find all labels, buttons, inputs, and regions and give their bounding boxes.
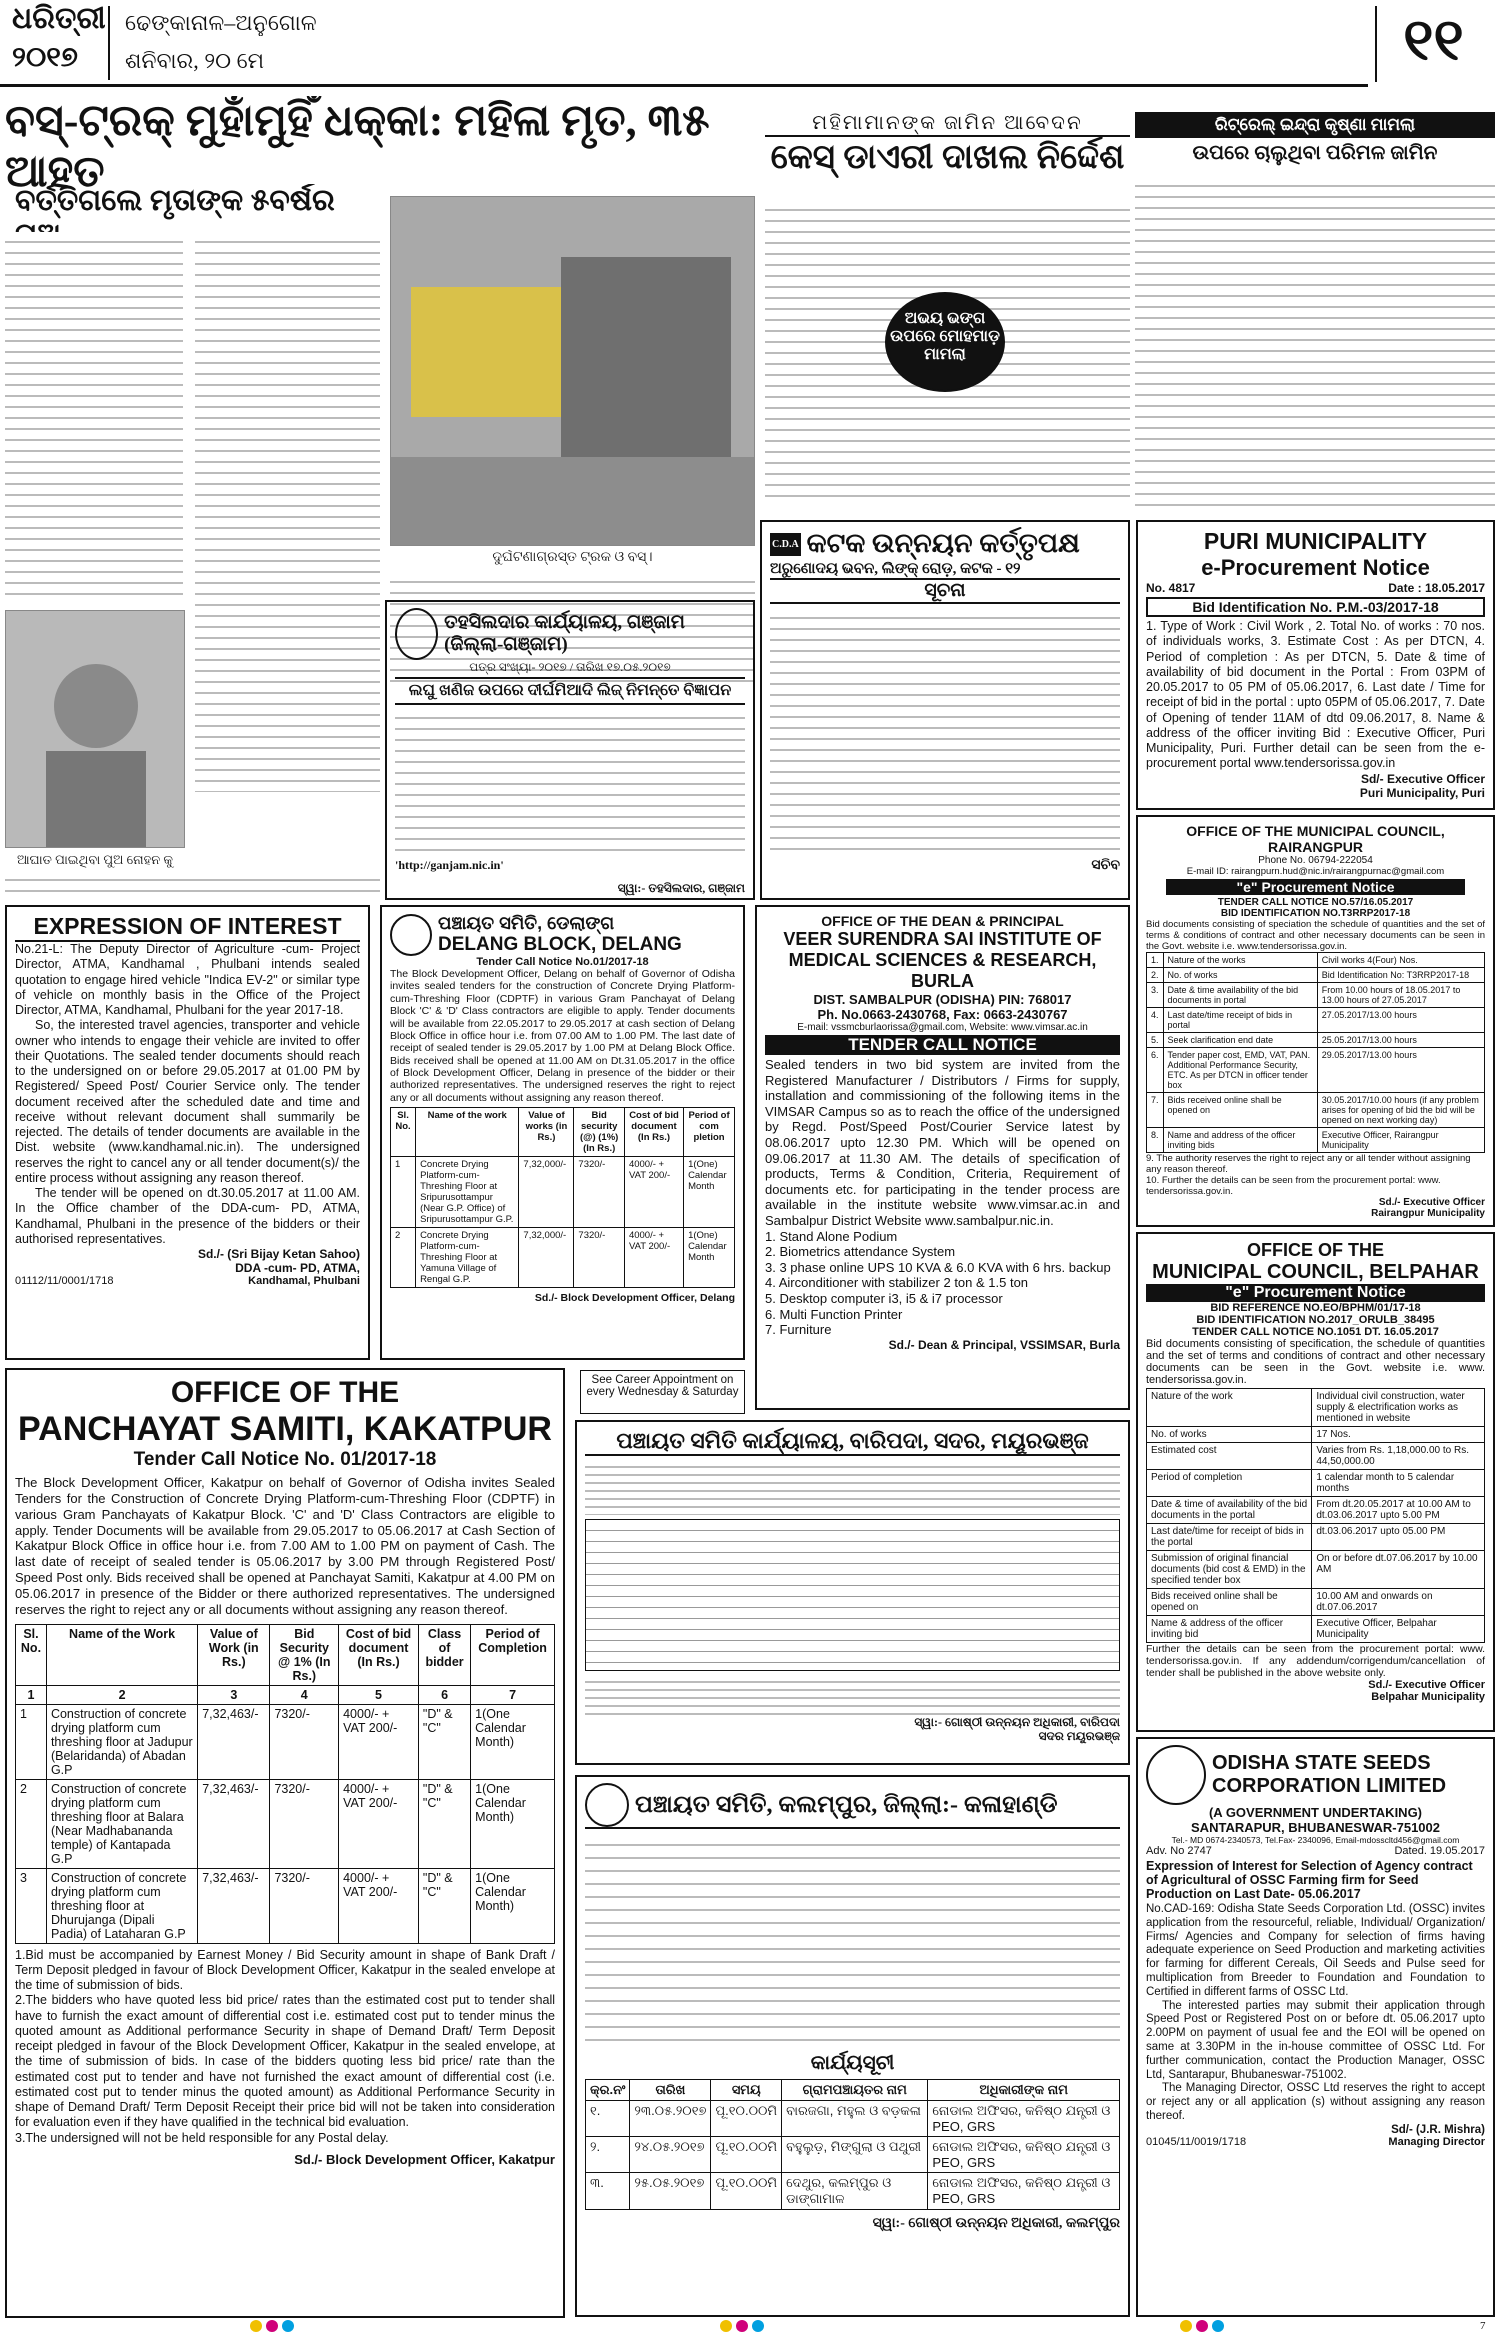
ossc-address: SANTARAPUR, BHUBANESWAR-751002 bbox=[1191, 1820, 1440, 1835]
bus-truck-image bbox=[391, 197, 755, 546]
table-cell: Nature of the work bbox=[1147, 1389, 1312, 1427]
table-row bbox=[1147, 953, 1485, 968]
ossc-sub: (A GOVERNMENT UNDERTAKING) bbox=[1208, 1805, 1423, 1820]
table-cell: Construction of concrete drying platform cum threshing floor at Dhurujanga (Dipali Padia) of Lataharan G.P bbox=[46, 1868, 197, 1943]
vss-header: OFFICE OF THE DEAN & PRINCIPAL bbox=[821, 913, 1064, 929]
column-header: Value of works (in Rs.) bbox=[519, 1108, 574, 1157]
delang-table bbox=[390, 1107, 735, 1288]
table-row bbox=[586, 2173, 1120, 2210]
table-cell: ବହୁଲୁଡ଼, ମିଙ୍ଗୁଲା ଓ ପଥୁରୀ bbox=[782, 2137, 928, 2173]
table-row bbox=[1147, 1443, 1485, 1470]
eoi-sig1: Sd./- (Sri Bijay Ketan Sahoo) bbox=[197, 1247, 360, 1261]
kalampur-sig: ସ୍ୱା:- ଗୋଷ୍ଠୀ ଉନ୍ନୟନ ଅଧିକାରୀ, କଲମ୍ପୁର bbox=[872, 2216, 1120, 2231]
table-cell: 1. bbox=[1147, 953, 1164, 968]
registration-mark bbox=[752, 2320, 764, 2332]
table-cell: Concrete Drying Platform-cum-Threshing Floor at Yamuna Village of Rengal G.P. bbox=[416, 1228, 519, 1288]
table-cell: 1(One Calendar Month) bbox=[471, 1779, 555, 1868]
belpahar-bid-id: BID IDENTIFICATION NO.2017_ORULB_38495 bbox=[1196, 1314, 1435, 1326]
rairangpur-title: "e" Procurement Notice bbox=[1166, 879, 1465, 895]
column-header: ସମୟ bbox=[711, 2080, 782, 2101]
table-cell: dt.03.06.2017 upto 05.00 PM bbox=[1312, 1524, 1485, 1551]
table-row bbox=[1147, 1470, 1485, 1497]
note-item: 3.The undersigned will not be held responsible for any Postal delay. bbox=[15, 2130, 389, 2145]
table-cell: ପୂ.୧୦.୦୦ମି bbox=[711, 2173, 782, 2210]
tahasildar-office: ତହସିଲଦାର କାର୍ଯ୍ୟାଳୟ, ଗଞ୍ଜାମ (ଜିଲ୍ଲା-ଗଞ୍ଜାମ) bbox=[444, 612, 685, 655]
kakatpur-tender-no: Tender Call Notice No. 01/2017-18 bbox=[133, 1449, 437, 1470]
table-cell: 4000/- + VAT 200/- bbox=[339, 1704, 419, 1779]
eoi-atma-notice bbox=[5, 905, 370, 1360]
puri-bid-id: Bid Identification No. P.M.-03/2017-18 bbox=[1146, 597, 1485, 617]
table-row bbox=[1147, 968, 1485, 983]
tahasildar-title: ଲଘୁ ଖଣିଜ ଉପରେ ଦୀର୍ଘମିଆଦି ଲିଜ୍ ନିମନ୍ତେ ବିଜ୍ଞାପନ bbox=[408, 682, 732, 700]
child-image bbox=[6, 611, 185, 848]
table-cell: Period of completion bbox=[1147, 1470, 1312, 1497]
column-header: Cost of bid document (In Rs.) bbox=[624, 1108, 683, 1157]
belpahar-sig2: Belpahar Municipality bbox=[1371, 1691, 1485, 1703]
tahasildar-ref: ପତ୍ର ସଂଖ୍ୟା- ୨୦୧୭ / ତାରିଖ ୧୭.୦୫.୨୦୧୭ bbox=[469, 660, 671, 674]
tahasildar-signatory: ସ୍ୱା:- ତହସିଲଦାର, ଗଞ୍ଜାମ bbox=[617, 880, 745, 895]
lead-body-bottom bbox=[5, 870, 380, 898]
ossc-sig1: Sd/- (J.R. Mishra) bbox=[1391, 2123, 1485, 2136]
table-cell: 7. bbox=[1147, 1093, 1164, 1128]
table-cell: 3 bbox=[16, 1868, 47, 1943]
eoi-sig2: DDA -cum- PD, ATMA, bbox=[235, 1261, 360, 1275]
kalampur-table bbox=[585, 2079, 1120, 2210]
vss-title: TENDER CALL NOTICE bbox=[765, 1035, 1120, 1055]
table-cell: Bids received online shall be opened on bbox=[1147, 1589, 1312, 1616]
vss-name2: MEDICAL SCIENCES & RESEARCH, BURLA bbox=[788, 950, 1097, 991]
column-header: 4 bbox=[270, 1685, 339, 1704]
ossc-heading: Expression of Interest for Selection of Agency contract of Agricultural of OSSC Farming firm for Seed Production on Last Date- 05.06.2017 bbox=[1146, 1859, 1473, 1901]
list-item: 5. Desktop computer i3, i5 & i7 processor bbox=[765, 1290, 1003, 1306]
table-row bbox=[1147, 1497, 1485, 1524]
list-item: 2. Biometrics attendance System bbox=[765, 1244, 956, 1260]
list-item: 4. Airconditioner with stabilizer 2 ton & 1.5 ton bbox=[765, 1275, 1029, 1291]
accident-photo bbox=[390, 196, 755, 546]
ossc-body2: The interested parties may submit their application through Speed Post or Registered Post on or before dt. 05.06.2017 upto 2.00PM on payment of usual fee and the EOI will be opened on same at 3.30PM in the in-house committee of OSSC Ltd. For further communication, contact the Production Manager, OSSC Ltd, Santarapur, Bhubaneswar-751002. bbox=[1146, 1999, 1485, 2081]
puri-date: Date : 18.05.2017 bbox=[1388, 581, 1485, 595]
ossc-body1: No.CAD-169: Odisha State Seeds Corporation Ltd. (OSSC) invites application from the resourceful, reliable, Individual/ Organization/ Firms/ Agencies and Company for selection of firms having adequate experience on Seed Production and marketing activities for farming for different Cereals, Oil Seeds and Pulse seed for multiplication from Breeder to Foundation and Foundation to Certified in different farms of OSSC Ltd. bbox=[1146, 1903, 1485, 1998]
table-row bbox=[1147, 1389, 1485, 1427]
side-story-headline: ଉପରେ ଚାଲୁଥିବା ପରିମଳ ଜାମିନ bbox=[1192, 142, 1438, 164]
puri-notice bbox=[1136, 520, 1495, 810]
case-diary-headline: କେସ୍ ଡାଏରୀ ଦାଖଲ ନିର୍ଦ୍ଦେଶ bbox=[770, 139, 1125, 176]
table-cell: Last date/time receipt of bids in portal bbox=[1163, 1008, 1317, 1033]
table-cell: 7320/- bbox=[270, 1779, 339, 1868]
registration-mark bbox=[1180, 2320, 1192, 2332]
mayurbhanj-sig2: ସଦର ମୟୂରଭଞ୍ଜ bbox=[1038, 1729, 1120, 1744]
kakatpur-table bbox=[15, 1624, 555, 1944]
odisha-emblem-icon bbox=[395, 608, 438, 660]
table-row bbox=[586, 2101, 1120, 2137]
lead-body-col1 bbox=[5, 232, 183, 602]
kakatpur-org1: OFFICE OF THE bbox=[170, 1376, 400, 1409]
column-header: 2 bbox=[46, 1685, 197, 1704]
accident-caption: ଦୁର୍ଘଟଣାଗ୍ରସ୍ତ ଟ୍ରକ ଓ ବସ୍। bbox=[492, 550, 653, 565]
table-cell: 7,32,463/- bbox=[198, 1779, 270, 1868]
table-cell: Bids received online shall be opened on bbox=[1163, 1093, 1317, 1128]
note-item: 1.Bid must be accompanied by Earnest Money / Bid Security amount in shape of Bank Draft / Term Deposit pledged in favour of Block Development Officer, Kakatpur in the sealed envelope at the time of submission of bids. bbox=[15, 1947, 555, 1993]
table-cell: 1 calendar month to 5 calendar months bbox=[1312, 1470, 1485, 1497]
mayurbhanj-notice bbox=[575, 1420, 1130, 1765]
table-row bbox=[1147, 1008, 1485, 1033]
footer-mark: 7 bbox=[1480, 2320, 1486, 2332]
puri-no: No. 4817 bbox=[1146, 581, 1196, 595]
puri-sig2: Puri Municipality, Puri bbox=[1359, 785, 1485, 800]
table-cell: "D" & "C" bbox=[418, 1704, 470, 1779]
table-cell: 7,32,000/- bbox=[519, 1157, 574, 1228]
column-header: ଅଧିକାରୀଙ୍କ ନାମ bbox=[928, 2080, 1120, 2101]
kalampur-notice bbox=[575, 1775, 1130, 2317]
table-cell: Seek clarification end date bbox=[1163, 1033, 1317, 1048]
cda-address: ଅରୁଣୋଦୟ ଭବନ, ଲିଙ୍କ୍ ରୋଡ଼, କଟକ - ୧୨ bbox=[770, 561, 1021, 577]
eoi-body2: So, the interested travel agencies, transporter and vehicle owner who intends to engage their vehicle are invited to offer their Quotations. The sealed tender documents should reach to the undersigned on or before 29.05.2017 at 01.00 PM by Registered/ Speed Post/ Courier Service only. The tender document received after the scheduled date and time and receive without relevant document shall summarily be rejected. The details of tender documents are available in the Dist. website (www.kandhamal.nic.in). The undersigned reserves the right to cancel any or all tender document(s)/ the entire process without assigning any reason thereof. bbox=[15, 1018, 360, 1185]
kakatpur-org2: PANCHAYAT SAMITI, KAKATPUR bbox=[18, 1410, 552, 1448]
table-cell: Estimated cost bbox=[1147, 1443, 1312, 1470]
registration-mark bbox=[1212, 2320, 1224, 2332]
table-cell: Construction of concrete drying platform cum threshing floor at Balara (Near Madhabananda temple) of Kantapada G.P bbox=[46, 1779, 197, 1868]
table-cell: ଦେଥୁର, କଲମ୍ପୁର ଓ ଡାଙ୍ଗାମାଳ bbox=[782, 2173, 928, 2210]
table-cell: 2. bbox=[1147, 968, 1164, 983]
table-cell: Submission of original financial documents (bid cost & EMD) in the specified tender box bbox=[1147, 1551, 1312, 1589]
table-cell: 7,32,463/- bbox=[198, 1704, 270, 1779]
table-cell: 1(One Calendar Month) bbox=[471, 1868, 555, 1943]
vss-phone: Ph. No.0663-2430768, Fax: 0663-2430767 bbox=[817, 1007, 1068, 1022]
table-cell: 27.05.2017/13.00 hours bbox=[1317, 1008, 1484, 1033]
rairangpur-bid-id: BID IDENTIFICATION NO.T3RRP2017-18 bbox=[1220, 908, 1411, 919]
belpahar-bid-ref: BID REFERENCE NO.EO/BPHM/01/17-18 bbox=[1210, 1302, 1421, 1314]
table-cell: Name & address of the officer inviting bid bbox=[1147, 1616, 1312, 1643]
list-item: 7. Furniture bbox=[765, 1322, 832, 1338]
table-cell: 17 Nos. bbox=[1312, 1427, 1485, 1443]
kakatpur-body: The Block Development Officer, Kakatpur on behalf of Governor of Odisha invites Sealed Tenders for the Construction of Concrete Drying Platform-cum-Threshing Floor (CDPTF) in various Gram Panchayats of Kakatpur Block. 'C' and 'D' Class Contractors are eligible to apply. Tender Documents will be available from 29.05.2017 to 05.06.2017 at Cash Section of Kakatpur Block Office in office hour i.e. from 7.00 AM to 1.00 PM on payment of Cash. The last date of receipt of sealed tender is 05.06.2017 by 3.00 PM through Registered Post/ Speed Post only. Bids received shall be opened at Panchayat Samiti, Kakatpur at 4.00 PM on 05.06.2017 in presence of the Bidder or there authorized representatives. The undersigned reserves the right to reject any or all documents without assigning any reason thereof. bbox=[15, 1475, 555, 1617]
table-cell: ନୋଡାଲ ଅଫିସର, କନିଷ୍ଠ ଯନ୍ତ୍ରୀ ଓ PEO, GRS bbox=[928, 2137, 1120, 2173]
belpahar-org1: OFFICE OF THE bbox=[1247, 1240, 1384, 1260]
table-row bbox=[1147, 1128, 1485, 1153]
table-cell: 29.05.2017/13.00 hours bbox=[1317, 1048, 1484, 1093]
puri-sig1: Sd/- Executive Officer bbox=[1360, 771, 1485, 786]
table-cell: Concrete Drying Platform-cum-Threshing Floor at Sripurusottampur (Near G.P. Office) of Sripurusottampur G.P. bbox=[416, 1157, 519, 1228]
rairangpur-sig2: Rairangpur Municipality bbox=[1371, 1208, 1485, 1219]
table-cell: 7320/- bbox=[270, 1868, 339, 1943]
table-cell: 3. bbox=[1147, 983, 1164, 1008]
rairangpur-org: OFFICE OF THE MUNICIPAL COUNCIL, RAIRANGPUR bbox=[1186, 823, 1445, 855]
odisha-emblem-icon bbox=[585, 1783, 629, 1827]
puri-body: 1. Type of Work : Civil Work , 2. Total No. of works : 70 nos. of individuals works, 3. Estimate Cost : As per DTCN, 4. Period of completion : As per DTCN, 5. Date & time of availability of bid document in the Portal : From 03PM of 20.05.2017 to 05 PM of 05.06.2017, 6. Last date / Time for receipt of bid in the portal : upto 05PM of 05.06.2017, 7. Date of Opening of tender 11AM of dtd 09.06.2017, 8. Name & address of the officer inviting Bid : Executive Officer, Puri Municipality, Puri. Further detail can be seen from the e-procurement portal www.tendersorissa.gov.in bbox=[1146, 619, 1485, 771]
cda-logo: C.D.A bbox=[770, 533, 801, 556]
vss-sig: Sd./- Dean & Principal, VSSIMSAR, Burla bbox=[888, 1337, 1120, 1352]
list-item: 6. Multi Function Printer bbox=[765, 1306, 903, 1322]
table-cell: 5. bbox=[1147, 1033, 1164, 1048]
table-cell: ୩. bbox=[586, 2173, 630, 2210]
masthead bbox=[0, 0, 1500, 95]
table-cell: No. of works bbox=[1147, 1427, 1312, 1443]
registration-mark bbox=[250, 2320, 262, 2332]
table-cell: 2 bbox=[391, 1228, 416, 1288]
column-header: Name of the Work bbox=[46, 1624, 197, 1685]
case-diary-oval: ଅଭୟ ଭଙ୍ଗ ଉପରେ ମୋହମାଡ଼ ମାମଲା bbox=[885, 292, 1005, 392]
table-row bbox=[1147, 1033, 1485, 1048]
rairangpur-note9: 9. The authority reserves the right to reject any or all tender without assigning any reason thereof. bbox=[1146, 1153, 1471, 1175]
belpahar-notice bbox=[1136, 1232, 1495, 1732]
kakatpur-sig: Sd./- Block Development Officer, Kakatpur bbox=[294, 2151, 555, 2167]
table-row bbox=[16, 1779, 555, 1868]
table-cell: ନୋଡାଲ ଅଫିସର, କନିଷ୍ଠ ଯନ୍ତ୍ରୀ ଓ PEO, GRS bbox=[928, 2173, 1120, 2210]
list-item: 3. 3 phase online UPS 10 KVA & 6.0 KVA with 6 hrs. backup bbox=[765, 1259, 1111, 1275]
table-cell: From 10.00 hours of 18.05.2017 to 13.00 hours of 27.05.2017 bbox=[1317, 983, 1484, 1008]
rairangpur-table bbox=[1146, 952, 1485, 1153]
ossc-sig2: Managing Director bbox=[1388, 2135, 1485, 2148]
case-diary-story bbox=[765, 112, 1130, 512]
puri-org: PURI MUNICIPALITY bbox=[1203, 528, 1428, 554]
registration-mark bbox=[720, 2320, 732, 2332]
belpahar-intro: Bid documents consisting of specification, the schedule of quantities and the set of terms and conditions of contract and other necessary documents can be seen in the Govt. website i.e. www. tendersorissa.gov.in. bbox=[1146, 1338, 1485, 1386]
table-cell: Individual civil construction, water supply & electrification works as mentioned in website bbox=[1312, 1389, 1485, 1427]
mayurbhanj-sig1: ସ୍ୱା:- ଗୋଷ୍ଠୀ ଉନ୍ନୟନ ଅଧିକାରୀ, ବାରିପଦା bbox=[914, 1715, 1120, 1729]
table-cell: Date & time of availability of the bid documents in the portal bbox=[1147, 1497, 1312, 1524]
ossc-date: Dated. 19.05.2017 bbox=[1394, 1845, 1485, 1857]
table-cell: 1(One) Calendar Month bbox=[684, 1157, 735, 1228]
column-header: କ୍ର.ନଂ bbox=[586, 2080, 630, 2101]
delang-title: DELANG BLOCK, DELANG bbox=[438, 934, 682, 955]
eoi-body1: No.21-L: The Deputy Director of Agriculture -cum- Project Director, ATMA, Kandhamal , Phulbani intends sealed quotation to engage hired vehicle "Indica EV-2" or similar type of vehicle on monthly basis in the Office of the Project Director, ATMA, Kandhamal, Phulbani for the year 2017-18. bbox=[15, 942, 360, 1017]
table-cell: 1 bbox=[16, 1704, 47, 1779]
registration-mark bbox=[736, 2320, 748, 2332]
rairangpur-intro: Bid documents consisting of speciation the schedule of quantities and the set of terms & conditions of contract and other necessary documents can be seen in the Govt. website i.e. www.tendersorissa.gov.in. bbox=[1146, 919, 1485, 952]
table-cell: ନୋଡାଲ ଅଫିସର, କନିଷ୍ଠ ଯନ୍ତ୍ରୀ ଓ PEO, GRS bbox=[928, 2101, 1120, 2137]
table-cell: 6. bbox=[1147, 1048, 1164, 1093]
child-photo bbox=[5, 610, 185, 848]
list-item: 1. Stand Alone Podium bbox=[765, 1228, 898, 1244]
table-row bbox=[1147, 1616, 1485, 1643]
table-cell: 7320/- bbox=[270, 1704, 339, 1779]
delang-body: The Block Development Officer, Delang on behalf of Governor of Odisha invites sealed tenders for the construction of Concrete Drying Platform-cum-Threshing Floor (CDPTF) in various Gram Panchayat of Delang Block 'C' & 'D' Class contractors are eligible to apply. Tender documents will be available from 22.05.2017 to 29.05.2017 at cash section of Delang Block Office in office hour i.e. from 07.00 AM to 1.00 PM. The last date of receipt of sealed tender is 29.05.2017 by 1.00 PM at Delang Block Office. Bids received shall be opened at 11.00 AM on Dt.31.05.2017 in the office of Block Development Officer, Delang in presence of the bidder or their authorized representatives. The undersigned reserves the right to reject any or all documents without assigning any reason thereof. bbox=[390, 968, 735, 1104]
edition: ଢେଙ୍କାନାଳ–ଅନୁଗୋଳ bbox=[125, 10, 317, 35]
note-item: 2.The bidders who have quoted less bid price/ rates than the estimated cost put to tender shall have to furnish the exact amount of differential cost i.e. estimated cost put to tender minus the quoted amount as Additional performance Security in shape of Demand Draft/ Term Deposit receipt pledged in favour of the Block Development Officer, Kakatpur in the sealed envelope, at the time of submission of bids. In case of the bidders quoting less bid price/ rate than the estimated cost put to tender and have not furnished the exact amount of differential cost (i.e. estimated cost put to tender minus the quoted amount) as Additional Performance Security in shape of Demand Draft/ Term Deposit Receipt their price bid will not be taken into consideration for evaluation even if they have qualified in the technical bid evaluation. bbox=[15, 1993, 555, 2130]
table-cell: Name and address of the officer inviting bids bbox=[1163, 1128, 1317, 1153]
table-row bbox=[1147, 1524, 1485, 1551]
table-row bbox=[1147, 1589, 1485, 1616]
column-header: Bid Security @ 1% (In Rs.) bbox=[270, 1624, 339, 1685]
ossc-logo-icon bbox=[1146, 1745, 1206, 1805]
table-row bbox=[1147, 983, 1485, 1008]
table-cell: 30.05.2017/10.00 hours (if any problem arises for opening of bid the bid will be opened on next working day) bbox=[1317, 1093, 1484, 1128]
rairangpur-email: E-mail ID: rairangpurn.hud@nic.in/rairangpurnac@gmail.com bbox=[1186, 866, 1445, 877]
table-cell: 4000/- + VAT 200/- bbox=[339, 1779, 419, 1868]
table-row bbox=[16, 1868, 555, 1943]
tahasildar-ganjam-notice bbox=[385, 600, 755, 900]
rairangpur-tender-no: TENDER CALL NOTICE NO.57/16.05.2017 bbox=[1217, 897, 1414, 908]
ossc-body3: The Managing Director, OSSC Ltd reserves the right to accept or reject any or all application (s) without assigning any reason thereof. bbox=[1146, 2082, 1485, 2122]
table-cell: From dt.20.05.2017 at 10.00 AM to dt.03.06.2017 upto 5.00 PM bbox=[1312, 1497, 1485, 1524]
lead-headline: ବସ୍-ଟ୍ରକ୍ ମୁହାଁମୁହିଁ ଧକ୍କା: ମହିଳା ମୃତ, ୩୫ ଆହତ bbox=[5, 96, 710, 196]
lead-body-col2 bbox=[195, 232, 380, 792]
table-cell: On or before dt.07.06.2017 by 10.00 AM bbox=[1312, 1551, 1485, 1589]
side-story bbox=[1135, 112, 1495, 512]
table-cell: 7,32,000/- bbox=[519, 1228, 574, 1288]
cda-title: କଟକ ଉନ୍ନୟନ କର୍ତ୍ତୃପକ୍ଷ bbox=[806, 528, 1080, 558]
kalampur-title: ପଞ୍ଚାୟତ ସମିତି, କଲମ୍ପୁର, ଜିଲ୍ଲା:- କଳାହାଣ୍ଡି bbox=[635, 1791, 1058, 1818]
paper-name: ଧରିତ୍ରୀ bbox=[12, 2, 106, 35]
table-row bbox=[1147, 1048, 1485, 1093]
column-header: Sl. No. bbox=[391, 1108, 416, 1157]
table-row bbox=[586, 2137, 1120, 2173]
paper-year: ୨୦୧୭ bbox=[12, 42, 78, 73]
ossc-name2: CORPORATION LIMITED bbox=[1212, 1775, 1447, 1797]
ganjam-link[interactable]: 'http://ganjam.nic.in' bbox=[395, 858, 504, 873]
odisha-emblem-icon bbox=[390, 914, 432, 956]
table-cell: Executive Officer, Rairangpur Municipality bbox=[1317, 1128, 1484, 1153]
cda-notice-label: ସୂଚନା bbox=[770, 578, 1120, 604]
table-row bbox=[1147, 1551, 1485, 1589]
table-cell: ୨୩.୦୫.୨୦୧୭ bbox=[630, 2101, 711, 2137]
mayurbhanj-title: ପଞ୍ଚାୟତ ସମିତି କାର୍ଯ୍ୟାଳୟ, ବାରିପଦା, ସଦର, ମୟୂରଭଞ୍ଜ bbox=[585, 1428, 1120, 1456]
delang-tender-no: Tender Call Notice No.01/2017-18 bbox=[476, 956, 649, 968]
table-cell: 2 bbox=[16, 1779, 47, 1868]
delang-sig: Sd./- Block Development Officer, Delang bbox=[534, 1292, 735, 1305]
table-row bbox=[1147, 1427, 1485, 1443]
table-cell: ପୂ.୧୦.୦୦ମି bbox=[711, 2101, 782, 2137]
child-caption: ଆଘାତ ପାଇଥିବା ପୁଅ ନୋହନ କୁ bbox=[16, 852, 174, 867]
eoi-sig3: Kandhamal, Phulbani bbox=[248, 1275, 360, 1287]
kakatpur-notice bbox=[5, 1368, 565, 2318]
table-cell: 1 bbox=[391, 1157, 416, 1228]
table-cell: "D" & "C" bbox=[418, 1779, 470, 1868]
delang-odia: ପଞ୍ଚାୟତ ସମିତି, ଡେଲାଙ୍ଗ bbox=[438, 913, 615, 933]
kakatpur-notes bbox=[15, 1948, 555, 2146]
eoi-code: 01112/11/0001/1718 bbox=[15, 1275, 114, 1287]
ossc-notice bbox=[1136, 1737, 1495, 2317]
column-header: 6 bbox=[418, 1685, 470, 1704]
career-note: See Career Appointment on every Wednesday & Saturday bbox=[580, 1370, 745, 1414]
column-header: Name of the work bbox=[416, 1108, 519, 1157]
table-cell: ୨୫.୦୫.୨୦୧୭ bbox=[630, 2173, 711, 2210]
table-cell: Bid Identification No: T3RRP2017-18 bbox=[1317, 968, 1484, 983]
rairangpur-sig1: Sd./- Executive Officer bbox=[1378, 1197, 1485, 1208]
cda-signatory: ସଚିବ bbox=[1091, 858, 1120, 873]
column-header: Cost of bid document (In Rs.) bbox=[339, 1624, 419, 1685]
mayurbhanj-table bbox=[585, 1519, 1120, 1671]
table-cell: 4000/- + VAT 200/- bbox=[624, 1228, 683, 1288]
table-cell: 8. bbox=[1147, 1128, 1164, 1153]
column-header: Period of Completion bbox=[471, 1624, 555, 1685]
column-header: 5 bbox=[339, 1685, 419, 1704]
belpahar-sig1: Sd./- Executive Officer bbox=[1368, 1679, 1485, 1691]
column-header: ଗ୍ରାମପଞ୍ଚାୟତର ନାମ bbox=[782, 2080, 928, 2101]
page-number: ୧୧ bbox=[1375, 6, 1490, 82]
rairangpur-notice bbox=[1136, 815, 1495, 1227]
table-cell: "D" & "C" bbox=[418, 1868, 470, 1943]
column-header: Period of com pletion bbox=[684, 1108, 735, 1157]
belpahar-title: "e" Procurement Notice bbox=[1146, 1284, 1485, 1302]
column-header: 3 bbox=[198, 1685, 270, 1704]
registration-mark bbox=[266, 2320, 278, 2332]
column-header: Sl. No. bbox=[16, 1624, 47, 1685]
table-cell: ବାରଜଗା, ମହୁଲ ଓ ବଡ଼କଳା bbox=[782, 2101, 928, 2137]
table-cell: ପୂ.୧୦.୦୦ମି bbox=[711, 2137, 782, 2173]
ossc-name1: ODISHA STATE SEEDS bbox=[1212, 1752, 1431, 1774]
table-cell: 4. bbox=[1147, 1008, 1164, 1033]
vss-email: E-mail: vssmcburlaorissa@gmail.com, Website: www.vimsar.ac.in bbox=[797, 1022, 1088, 1033]
side-story-kicker: ରିଟ୍ରେଲ୍ ଇନ୍ଦ୍ରା କୃଷ୍ଣା ମାମଲା bbox=[1135, 112, 1495, 138]
table-cell: Nature of the works bbox=[1163, 953, 1317, 968]
lead-subhead: ବର୍ତ୍ତିଗଲେ ମୃତାଙ୍କ ୫ବର୍ଷର bbox=[15, 184, 335, 217]
table-cell: 1(One Calendar Month) bbox=[471, 1704, 555, 1779]
table-cell: 4000/- + VAT 200/- bbox=[624, 1157, 683, 1228]
registration-mark bbox=[1196, 2320, 1208, 2332]
table-cell: No. of works bbox=[1163, 968, 1317, 983]
table-cell: 25.05.2017/13.00 hours bbox=[1317, 1033, 1484, 1048]
ossc-adv: Adv. No 2747 bbox=[1146, 1845, 1212, 1857]
table-cell: ୨୪.୦୫.୨୦୧୭ bbox=[630, 2137, 711, 2173]
table-cell: Tender paper cost, EMD, VAT, PAN. Additional Performance Security, ETC. As per DTCN in officer tender box bbox=[1163, 1048, 1317, 1093]
cda-notice bbox=[760, 520, 1130, 900]
registration-mark bbox=[282, 2320, 294, 2332]
rairangpur-note10: 10. Further the details can be seen from the procurement portal: www. tendersorissa.gov.in. bbox=[1146, 1175, 1441, 1197]
vss-body: Sealed tenders in two bid system are invited from the Registered Manufacturer / Distributors / Firms for supply, installation and commissioning of the following items in the VIMSAR Campus so as to reach the office of the undersigned by Regd. Post/Speed Post/Courier Service latest by 08.06.2017 upto 12.30 PM. Which will be opened on 09.06.2017 at 11.30 AM. The details of specification of products, Terms & Condition, Criteria, Requirement of documents etc. for participating in the tender process are available in the institute website www.vimsar.ac.in and Sambalpur District Website www.sambalpur.nic.in. bbox=[765, 1057, 1120, 1228]
rairangpur-phone: Phone No. 06794-222054 bbox=[1258, 855, 1373, 866]
column-header: ତାରିଖ bbox=[630, 2080, 711, 2101]
column-header: 7 bbox=[471, 1685, 555, 1704]
case-diary-kicker: ମହିମାମାନଙ୍କ ଜାମିନ ଆବେଦନ bbox=[765, 112, 1130, 137]
table-cell: 7,32,463/- bbox=[198, 1868, 270, 1943]
vss-item-list bbox=[765, 1229, 1120, 1338]
table-row bbox=[391, 1228, 735, 1288]
table-row bbox=[391, 1157, 735, 1228]
eoi-title: EXPRESSION OF INTEREST bbox=[15, 913, 360, 942]
issue-date: ଶନିବାର, ୨୦ ମେ bbox=[125, 48, 265, 73]
vss-name1: VEER SURENDRA SAI INSTITUTE OF bbox=[783, 929, 1102, 949]
table-cell: Civil works 4(Four) Nos. bbox=[1317, 953, 1484, 968]
table-cell: 10.00 AM and onwards on dt.07.06.2017 bbox=[1312, 1589, 1485, 1616]
table-cell: Executive Officer, Belpahar Municipality bbox=[1312, 1616, 1485, 1643]
column-header: 1 bbox=[16, 1685, 47, 1704]
column-header: Class of bidder bbox=[418, 1624, 470, 1685]
table-cell: Varies from Rs. 1,18,000.00 to Rs. 44,50,000.00 bbox=[1312, 1443, 1485, 1470]
belpahar-tender-no: TENDER CALL NOTICE NO.1051 DT. 16.05.2017 bbox=[1192, 1326, 1439, 1338]
table-cell: Date & time availability of the bid documents in portal bbox=[1163, 983, 1317, 1008]
table-row bbox=[1147, 1093, 1485, 1128]
table-cell: Construction of concrete drying platform cum threshing floor at Jadupur (Belaridanda) of Abadan G.P bbox=[46, 1704, 197, 1779]
table-cell: 7320/- bbox=[574, 1228, 625, 1288]
table-cell: ୨. bbox=[586, 2137, 630, 2173]
belpahar-table bbox=[1146, 1388, 1485, 1643]
belpahar-org2: MUNICIPAL COUNCIL, BELPAHAR bbox=[1152, 1261, 1479, 1283]
puri-title: e-Procurement Notice bbox=[1201, 555, 1430, 580]
print-registration-marks bbox=[0, 2320, 1500, 2335]
vss-dist: DIST. SAMBALPUR (ODISHA) PIN: 768017 bbox=[813, 992, 1072, 1007]
table-cell: 1(One) Calendar Month bbox=[684, 1228, 735, 1288]
table-cell: 7320/- bbox=[574, 1157, 625, 1228]
table-row bbox=[16, 1704, 555, 1779]
kalampur-schedule-title: କାର୍ଯ୍ୟସୂଚୀ bbox=[810, 2052, 895, 2074]
table-cell: ୧. bbox=[586, 2101, 630, 2137]
column-header: Bid security (@) (1%) (In Rs.) bbox=[574, 1108, 625, 1157]
ossc-code: 01045/11/0019/1718 bbox=[1146, 2135, 1247, 2148]
eoi-body3: The tender will be opened on dt.30.05.2017 at 11.00 AM. In the Office chamber of the DDA-cum- PD, ATMA, Kandhamal, Phulbani in the presence of the bidders or their authorised representatives. bbox=[15, 1186, 360, 1246]
column-header: Value of Work (in Rs.) bbox=[198, 1624, 270, 1685]
table-cell: 4000/- + VAT 200/- bbox=[339, 1868, 419, 1943]
table-cell: Last date/time for receipt of bids in the portal bbox=[1147, 1524, 1312, 1551]
ossc-contact: Tel.- MD 0674-2340573, Tel.Fax- 2340096, Email-mdosscltd456@gmail.com bbox=[1171, 1835, 1460, 1845]
delang-notice bbox=[380, 905, 745, 1360]
vss-notice bbox=[755, 905, 1130, 1410]
belpahar-footer: Further the details can be seen from the procurement portal: www. tendersorissa.gov.in. If any addendum/corrigendum/cancellation of tender shall be published in the above website only. bbox=[1146, 1643, 1485, 1679]
